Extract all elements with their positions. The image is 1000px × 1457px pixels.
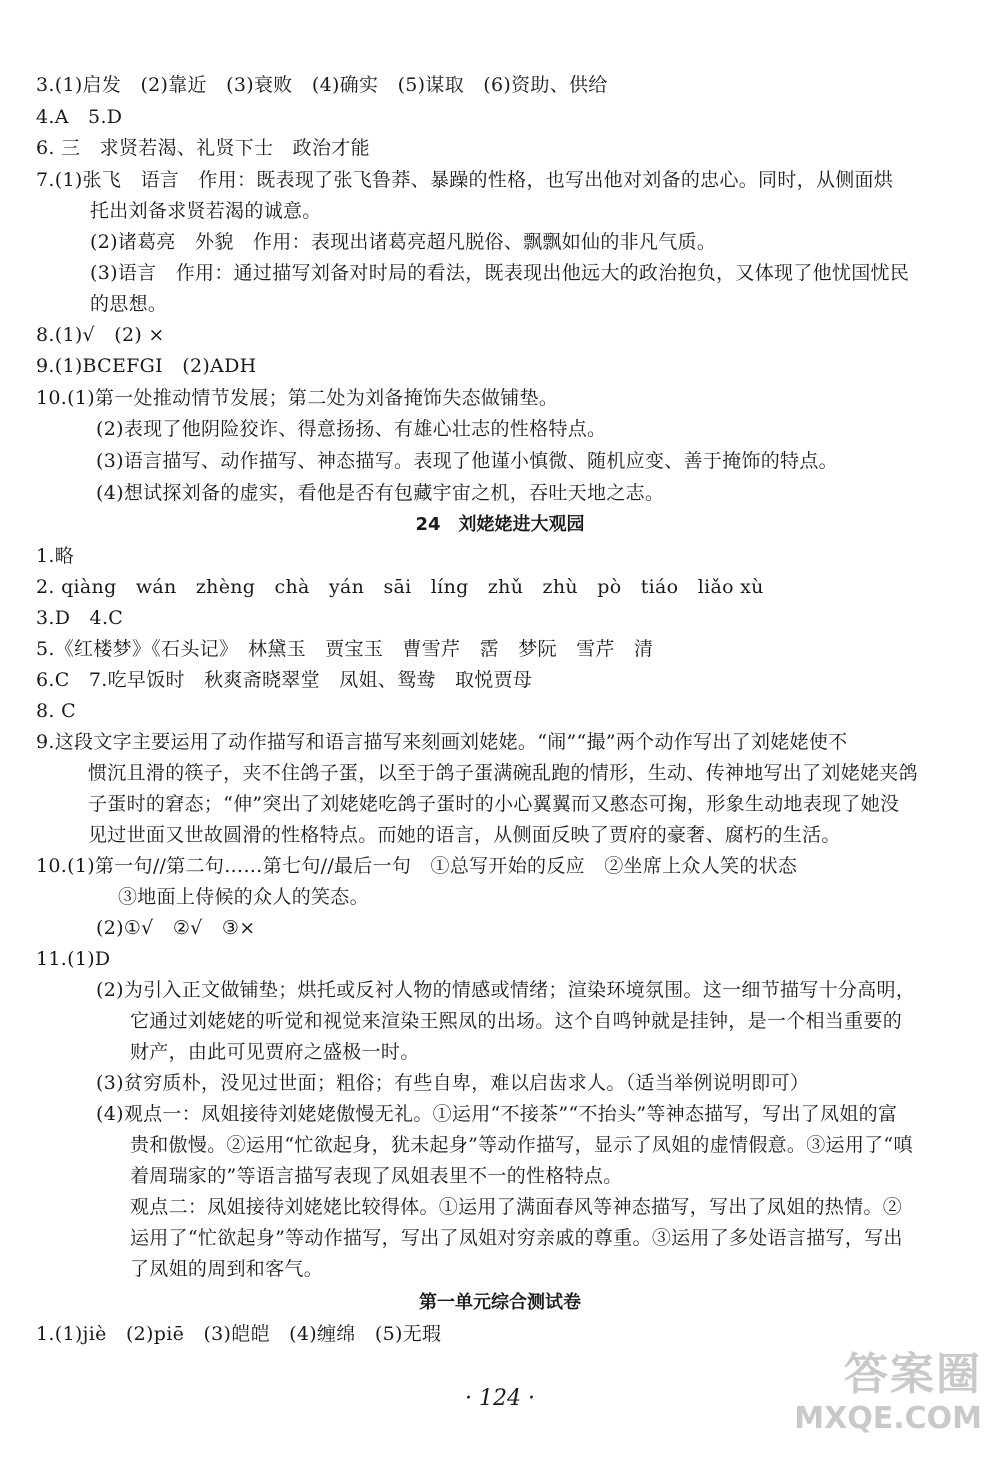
answer-line: 观点二：凤姐接待刘姥姥比较得体。①运用了满面春风等神态描写，写出了凤姐的热情。②: [130, 1196, 903, 1218]
page-number: · 124 ·: [465, 1386, 535, 1411]
answer-line: 贵和傲慢。②运用“忙欲起身，犹未起身”等动作描写，显示了凤姐的虚情假意。③运用了“嗔: [130, 1134, 913, 1156]
section-title-unit-test: 第一单元综合测试卷: [419, 1292, 581, 1313]
answer-line: 的思想。: [90, 293, 168, 315]
answer-line: (3)语言 作用：通过描写刘备对时局的看法，既表现出他远大的政治抱负，又体现了他忧国忧民: [90, 262, 910, 284]
answer-line: 2. qiàng wán zhèng chà yán sāi líng zhǔ zhù pò tiáo liǎo xù: [36, 576, 764, 598]
answer-line: 8. C: [36, 700, 76, 722]
answer-line: 4.A 5.D: [36, 106, 123, 128]
answer-line: 11.(1)D: [36, 948, 111, 970]
answer-line: 1.(1)jiè (2)piē (3)皑皑 (4)缠绵 (5)无瑕: [36, 1323, 442, 1345]
answer-line: 10.(1)第一处推动情节发展；第二处为刘备掩饰失态做铺垫。: [36, 387, 559, 409]
answer-line: 6.C 7.吃早饭时 秋爽斋晓翠堂 凤姐、鸳鸯 取悦贾母: [36, 669, 533, 691]
answer-line: 见过世面又世故圆滑的性格特点。而她的语言，从侧面反映了贾府的豪奢、腐朽的生活。: [88, 824, 841, 846]
answer-line: 6. 三 求贤若渴、礼贤下士 政治才能: [36, 137, 370, 159]
answer-line: 9.这段文字主要运用了动作描写和语言描写来刻画刘姥姥。“闹”“撮”两个动作写出了刘姥姥使不: [36, 731, 848, 753]
watermark-logo-text: 答案圈: [844, 1349, 982, 1400]
answer-line: (2)表现了他阴险狡诈、得意扬扬、有雄心壮志的性格特点。: [96, 418, 607, 440]
answer-line: 运用了“忙欲起身”等动作描写，写出了凤姐对穷亲戚的尊重。③运用了多处语言描写，写出: [130, 1227, 903, 1249]
answer-line: 财产，由此可见贾府之盛极一时。: [130, 1041, 420, 1063]
answer-line: 1.略: [36, 545, 75, 567]
answer-line: 3.D 4.C: [36, 607, 124, 629]
answer-line: 它通过刘姥姥的听觉和视觉来渲染王熙凤的出场。这个自鸣钟就是挂钟，是一个相当重要的: [130, 1010, 903, 1032]
answer-line: 子蛋时的窘态；“伸”突出了刘姥姥吃鸽子蛋时的小心翼翼而又憨态可掬，形象生动地表现了她没: [88, 793, 900, 815]
answer-line: (2)诸葛亮 外貌 作用：表现出诸葛亮超凡脱俗、飘飘如仙的非凡气质。: [90, 231, 717, 253]
section-title-lesson-24: 24 刘姥姥进大观园: [415, 514, 585, 535]
answer-line: 9.(1)BCEFGI (2)ADH: [36, 355, 257, 377]
answer-line: 了凤姐的周到和客气。: [130, 1258, 324, 1280]
answer-line: 3.(1)启发 (2)靠近 (3)衰败 (4)确实 (5)谋取 (6)资助、供给: [36, 74, 608, 96]
answer-line: 5.《红楼梦》《石头记》 林黛玉 贾宝玉 曹雪芹 霑 梦阮 雪芹 清: [36, 638, 654, 660]
answer-line: 惯沉且滑的筷子，夹不住鸽子蛋，以至于鸽子蛋满碗乱跑的情形，生动、传神地写出了刘姥姥夹鸽: [88, 762, 918, 784]
answer-line: (4)想试探刘备的虚实，看他是否有包藏宇宙之机，吞吐天地之志。: [96, 482, 665, 504]
answer-line: (2)①√ ②√ ③×: [96, 917, 256, 939]
answer-line: 7.(1)张飞 语言 作用：既表现了张飞鲁莽、暴躁的性格，也写出他对刘备的忠心。同时，从侧面烘: [36, 169, 894, 191]
answer-line: 8.(1)√ (2) ×: [36, 324, 165, 346]
answer-line: (2)为引入正文做铺垫；烘托或反衬人物的情感或情绪；渲染环境氛围。这一细节描写十分高明，: [96, 979, 916, 1001]
answer-line: (3)语言描写、动作描写、神态描写。表现了他谨小慎微、随机应变、善于掩饰的特点。: [96, 450, 838, 472]
answer-line: 托出刘备求贤若渴的诚意。: [90, 200, 322, 222]
watermark-url: MXQE.COM: [794, 1401, 982, 1436]
answer-line: 10.(1)第一句//第二句……第七句//最后一句 ①总写开始的反应 ②坐席上众人笑的状态: [36, 855, 798, 877]
answer-line: (3)贫穷质朴，没见过世面；粗俗；有些自卑，难以启齿求人。（适当举例说明即可）: [96, 1072, 810, 1094]
answer-line: 着周瑞家的”等语言描写表现了凤姐表里不一的性格特点。: [130, 1165, 623, 1187]
answer-line: ③地面上侍候的众人的笑态。: [118, 886, 369, 908]
watermark-logo: [792, 1349, 982, 1449]
answer-line: (4)观点一：凤姐接待刘姥姥傲慢无礼。①运用“不接茶”“不抬头”等神态描写，写出了凤姐的富: [96, 1103, 898, 1125]
